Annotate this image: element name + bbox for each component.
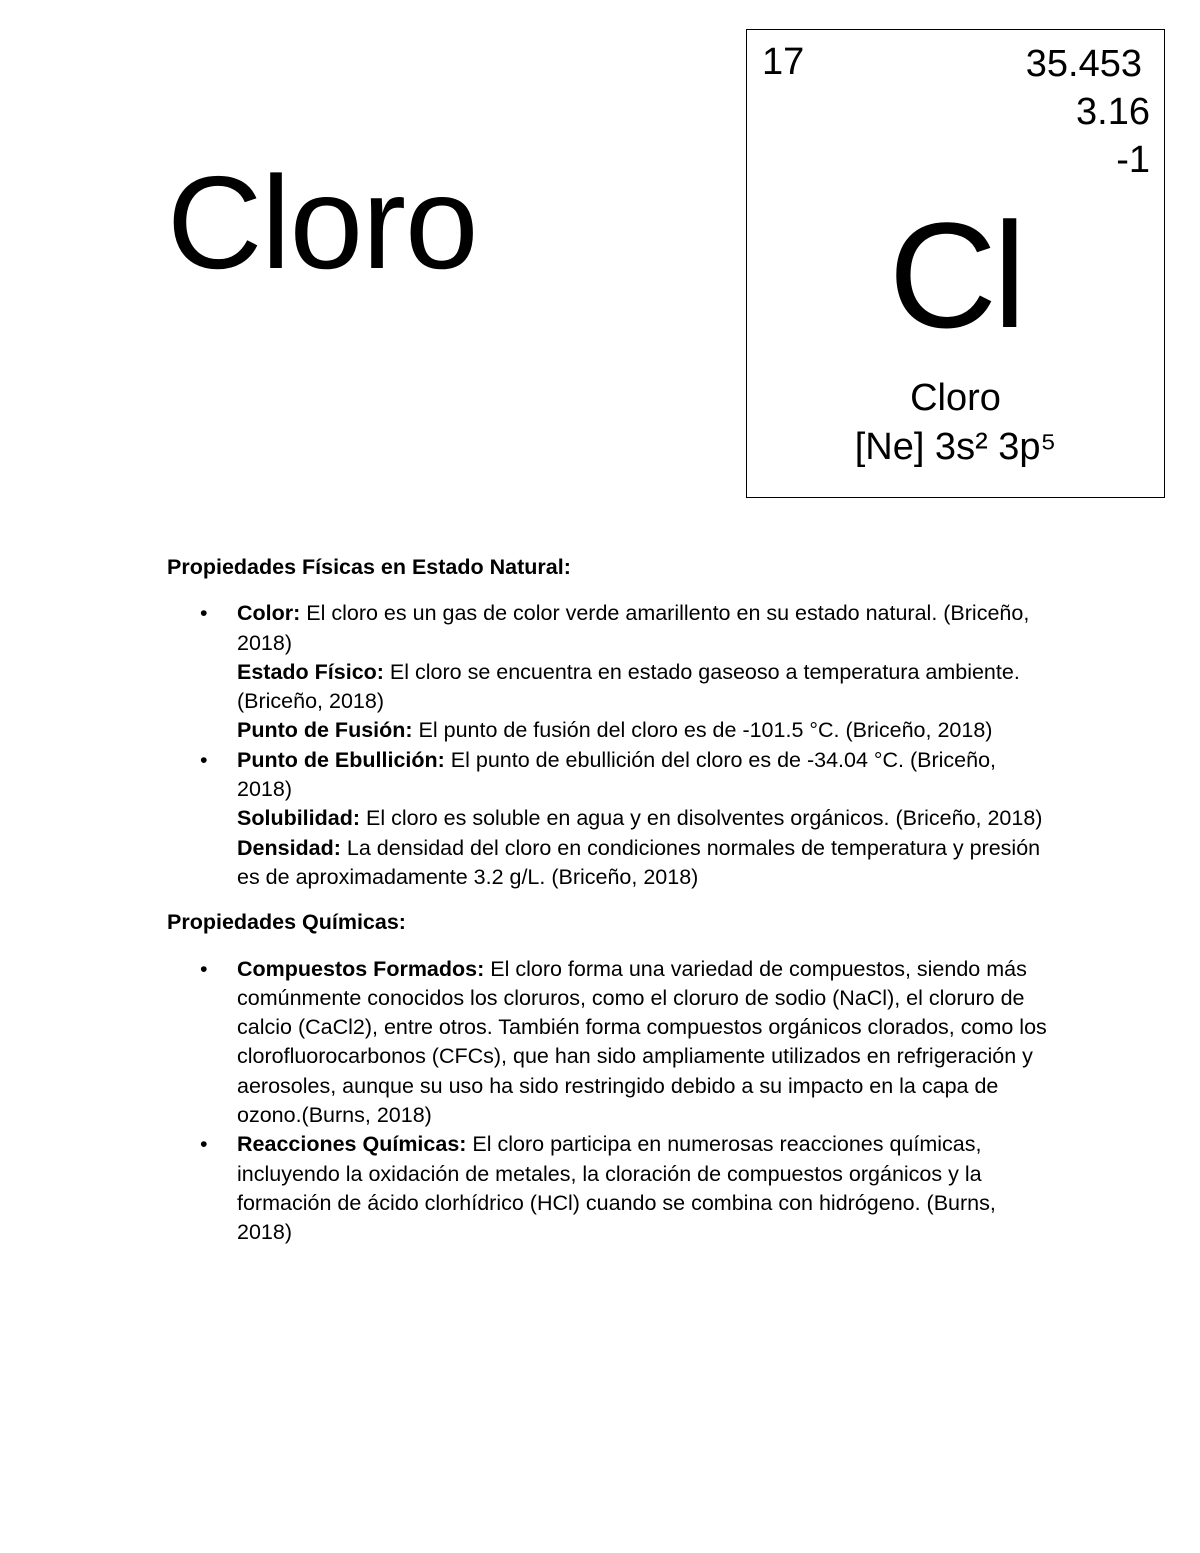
- property-label: Reacciones Químicas:: [237, 1132, 467, 1157]
- property-text: El cloro forma una variedad de compuestos, siendo más comúnmente conocidos los cloruros, como el cloruro de sodio (NaCl), el cloruro de calcio (CaCl2), entre otros. También forma compuestos orgánicos clorados, como los clorofluorocarbonos (CFCs), que han sido ampliamente utilizados en refrigeración y aerosoles, aunque su uso ha sido restringido debido a su impacto en la capa de ozono.(Burns, 2018): [237, 956, 1047, 1128]
- property-text: El cloro se encuentra en estado gaseoso a temperatura ambiente. (Briceño, 2018): [237, 659, 1020, 714]
- oxidation-state: -1: [1116, 139, 1150, 181]
- atomic-number: 17: [762, 41, 805, 83]
- bullet-icon: •: [200, 956, 208, 981]
- document-body: [167, 553, 1047, 1264]
- property-text: El cloro participa en numerosas reacciones químicas, incluyendo la oxidación de metales, la cloración de compuestos orgánicos y la formación de ácido clorhídrico (HCl) cuando se combina con hidrógeno. (Burns, 2018): [237, 1132, 996, 1245]
- list-item: [200, 746, 1047, 892]
- bullet-icon: •: [200, 747, 208, 772]
- element-symbol: Cl: [888, 191, 1023, 359]
- element-values: [1026, 40, 1150, 184]
- property-label: Solubilidad:: [237, 806, 361, 831]
- property-melting-point: [237, 716, 1047, 745]
- property-boiling-point: [237, 746, 1047, 805]
- electron-configuration: [Ne] 3s² 3p⁵: [854, 426, 1057, 468]
- property-density: [237, 834, 1047, 893]
- section-heading-physical: Propiedades Físicas en Estado Natural:: [167, 555, 571, 579]
- electronegativity: 3.16: [1076, 91, 1150, 133]
- chemical-properties-list: [167, 955, 1047, 1248]
- property-label: Compuestos Formados:: [237, 956, 485, 981]
- physical-properties-list: [167, 599, 1047, 892]
- page-title: Cloro: [167, 149, 478, 296]
- section-heading-chemical: Propiedades Químicas:: [167, 910, 406, 935]
- property-label: Estado Físico:: [237, 659, 384, 684]
- property-physical-state: [237, 658, 1047, 717]
- property-text: El cloro es un gas de color verde amarillento en su estado natural. (Briceño, 2018): [237, 601, 1030, 655]
- element-name: Cloro: [910, 377, 1001, 419]
- property-text: La densidad del cloro en condiciones normales de temperatura y presión es de aproximadamente 3.2 g/L. (Briceño, 2018): [237, 835, 1041, 889]
- bullet-icon: •: [200, 601, 208, 626]
- property-text: El punto de fusión del cloro es de -101.5 °C. (Briceño, 2018): [412, 718, 993, 743]
- property-label: Densidad:: [237, 835, 341, 860]
- property-text: El cloro es soluble en agua y en disolventes orgánicos. (Briceño, 2018): [360, 806, 1043, 831]
- property-text: El punto de ebullición del cloro es de -34.04 °C. (Briceño, 2018): [237, 747, 997, 802]
- property-label: Color:: [237, 601, 301, 626]
- list-item: [200, 599, 1047, 745]
- periodic-element-card: [746, 29, 1165, 498]
- property-compounds: [237, 955, 1047, 1131]
- atomic-mass: 35.453: [1025, 43, 1142, 85]
- property-solubility: [237, 804, 1047, 833]
- property-label: Punto de Fusión:: [237, 718, 413, 743]
- list-item: [200, 1130, 1047, 1247]
- property-reactions: [237, 1130, 1047, 1247]
- bullet-icon: •: [200, 1132, 208, 1157]
- property-color: [237, 599, 1047, 658]
- list-item: [200, 955, 1047, 1131]
- property-label: Punto de Ebullición:: [237, 747, 445, 772]
